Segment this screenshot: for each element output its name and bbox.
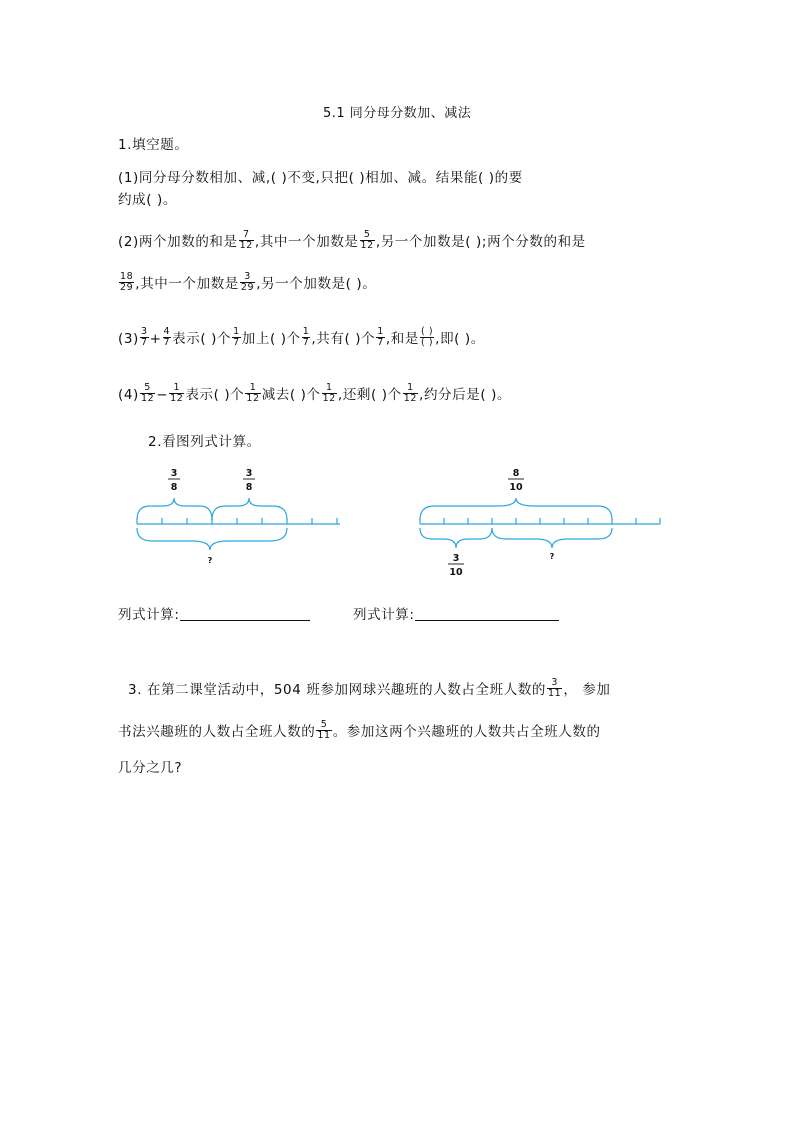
q1-p3 (118, 327, 485, 350)
q3-text-b: ， 参加 (563, 682, 611, 698)
fraction: $\frac{1}{7}$ (233, 325, 240, 348)
q3-line1 (128, 678, 611, 701)
q3-text-d: 。参加这两个兴趣班的人数共占全班人数的 (332, 724, 601, 740)
label-bottom-left-denominator: 10 (449, 567, 463, 578)
answer-line-1[interactable] (180, 606, 310, 621)
number-line-diagram-2 (412, 462, 667, 582)
fraction: $\frac{1}{12}$ (403, 381, 418, 404)
fraction: $\frac{7}{12}$ (239, 228, 253, 251)
plus-sign: + (149, 331, 162, 347)
tick-marks (420, 518, 660, 524)
diagram-1-lines (137, 498, 340, 550)
tick-marks (137, 518, 337, 524)
calc-row-2 (353, 603, 559, 623)
q1-p4-text-e: ,约分后是( )。 (419, 387, 512, 403)
label-top-numerator: 8 (512, 468, 520, 479)
number-line-diagram-1 (130, 462, 350, 572)
fraction: $\frac{18}{29}$ (120, 270, 134, 293)
q1-p2-text-a: (2)两个加数的和是 (118, 234, 238, 250)
label-bottom-left-numerator: 3 (452, 553, 460, 564)
calc-label-1: 列式计算: (118, 607, 180, 623)
fraction: $\frac{1}{7}$ (302, 325, 310, 348)
q1-p3-text-a: (3) (118, 331, 139, 347)
q1-p4-text-c: 减去( )个 (261, 387, 321, 403)
q1-p2-text-c: ,另一个加数是( );两个分数的和是 (375, 234, 586, 250)
top-brace-right (212, 498, 287, 520)
fraction: $\frac{1}{12}$ (322, 381, 336, 404)
q1-p3-text-c: 加上( )个 (241, 331, 301, 347)
fraction: $\frac{5}{12}$ (360, 228, 374, 251)
diagram-2-lines (420, 498, 660, 548)
q3-text-a: 3. 在第二课堂活动中，504 班参加网球兴趣班的人数占全班人数的 (128, 682, 547, 698)
label-top-right-denominator: 8 (245, 482, 253, 493)
calc-label-2: 列式计算: (353, 607, 415, 623)
fraction: $\frac{3}{7}$ (140, 325, 148, 348)
label-top-denominator: 10 (509, 482, 523, 493)
label-top-right-numerator: 3 (245, 468, 253, 479)
q1-p2-line1 (118, 230, 586, 253)
bottom-brace (137, 528, 287, 550)
label-bottom-right-question: ? (549, 552, 555, 561)
q1-p3-text-f: ,即( )。 (435, 331, 485, 347)
q1-p4-text-b: 表示( )个 (185, 387, 245, 403)
q1-p1-line1: (1)同分母分数相加、减,( )不变,只把( )相加、减。结果能( )的要 (118, 170, 523, 186)
fraction: $\frac{1}{12}$ (246, 381, 260, 404)
q1-p2-text-e: ,另一个加数是( )。 (256, 276, 377, 292)
q1-p3-text-e: ,和是 (385, 331, 419, 347)
fraction: $\frac{1}{7}$ (377, 325, 384, 348)
q2-heading: 2.看图列式计算。 (148, 434, 261, 450)
q1-p4-text-d: ,还剩( )个 (337, 387, 402, 403)
fraction: $\frac{5}{11}$ (317, 718, 331, 741)
fraction: $\frac{3}{29}$ (240, 270, 255, 293)
fraction: $\frac{4}{7}$ (163, 325, 171, 348)
q1-p2-text-b: ,其中一个加数是 (254, 234, 359, 250)
fraction: $\frac{1}{12}$ (170, 381, 184, 404)
minus-sign: − (156, 387, 169, 403)
q1-p3-text-d: ,共有( )个 (311, 331, 376, 347)
page-title: 5.1 同分母分数加、减法 (323, 106, 472, 121)
fraction: $\frac{3}{11}$ (548, 676, 562, 699)
top-brace (420, 498, 612, 520)
top-brace-left (137, 498, 212, 520)
bottom-brace-right (492, 528, 612, 548)
label-top-left-denominator: 8 (170, 482, 178, 493)
q3-line2 (118, 720, 601, 743)
fraction: $\frac{5}{12}$ (140, 381, 155, 404)
q1-p4-text-a: (4) (118, 387, 139, 403)
label-top-left-numerator: 3 (170, 468, 178, 479)
q1-p3-text-b: 表示( )个 (172, 331, 232, 347)
bottom-brace-left (420, 528, 492, 548)
q1-p2-text-d: ,其中一个加数是 (135, 276, 239, 292)
q1-heading: 1.填空题。 (118, 137, 189, 153)
calc-row-1 (118, 603, 310, 623)
q3-text-c: 书法兴趣班的人数占全班人数的 (118, 724, 316, 740)
q3-line3: 几分之几? (118, 760, 183, 776)
answer-line-2[interactable] (415, 606, 559, 621)
q1-p2-line2 (118, 272, 376, 295)
q1-p4 (118, 383, 511, 406)
label-bottom-question: ? (207, 556, 213, 565)
fraction-blank: $\frac{( )}{( )}$ (420, 325, 434, 348)
q1-p1-line2: 约成( )。 (118, 192, 177, 208)
